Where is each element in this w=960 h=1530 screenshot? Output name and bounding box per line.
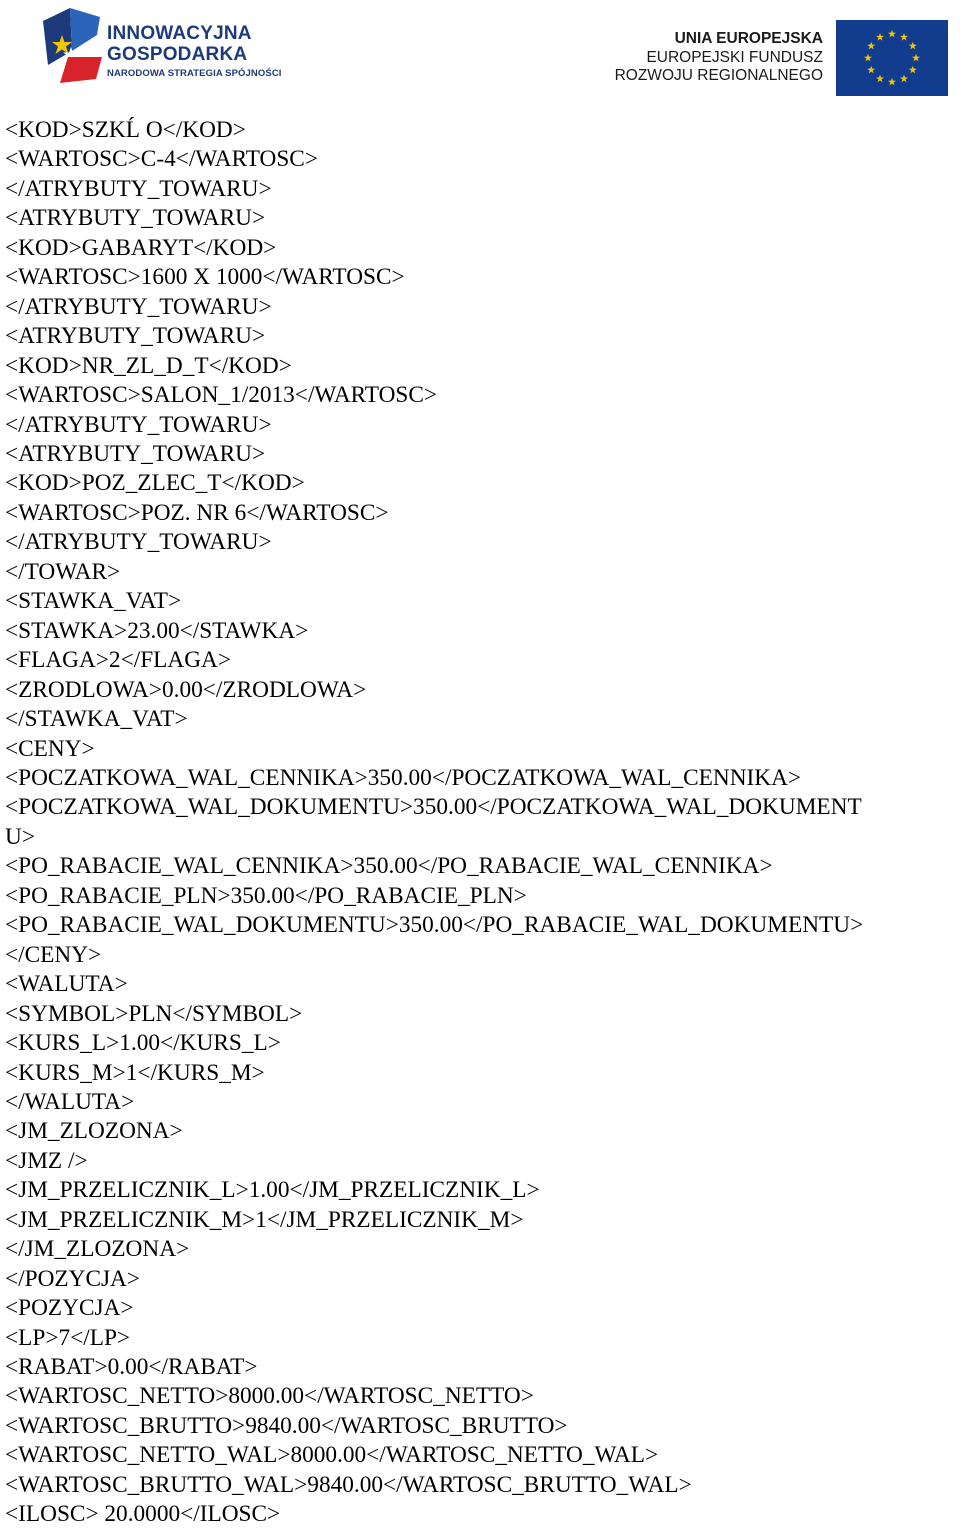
- logo-line-3: NARODOWA STRATEGIA SPÓJNOŚCI: [107, 68, 282, 79]
- xml-line: <STAWKA_VAT>: [5, 588, 182, 615]
- xml-line: <JM_ZLOZONA>: [5, 1118, 183, 1145]
- xml-line: <JMZ />: [5, 1147, 88, 1174]
- xml-line: <PO_RABACIE_WAL_CENNIKA>350.00</PO_RABACIE_WAL_CENNIKA>: [5, 853, 773, 880]
- xml-line: <JM_PRZELICZNIK_L>1.00</JM_PRZELICZNIK_L>: [5, 1177, 540, 1204]
- xml-line: <POCZATKOWA_WAL_DOKUMENTU>350.00</POCZATKOWA_WAL_DOKUMENT: [5, 794, 862, 821]
- xml-line: </JM_ZLOZONA>: [5, 1236, 190, 1263]
- xml-line: <JM_PRZELICZNIK_M>1</JM_PRZELICZNIK_M>: [5, 1206, 524, 1233]
- xml-line: <KURS_M>1</KURS_M>: [5, 1059, 265, 1086]
- xml-line: <WARTOSC_NETTO>8000.00</WARTOSC_NETTO>: [5, 1383, 534, 1410]
- xml-line: <WARTOSC_BRUTTO_WAL>9840.00</WARTOSC_BRUTTO_WAL>: [5, 1471, 692, 1498]
- eu-line-3: ROZWOJU REGIONALNEGO: [614, 67, 823, 84]
- xml-line: <KOD>SZKĹ O</KOD>: [5, 117, 246, 143]
- xml-line: <ATRYBUTY_TOWARU>: [5, 205, 266, 232]
- xml-line: <WARTOSC_NETTO_WAL>8000.00</WARTOSC_NETTO_WAL>: [5, 1442, 659, 1469]
- xml-line: <WARTOSC>POZ. NR 6</WARTOSC>: [5, 499, 389, 526]
- innowacyjna-gospodarka-logo: [40, 5, 300, 85]
- xml-line: <KURS_L>1.00</KURS_L>: [5, 1030, 281, 1057]
- xml-line: <KOD>NR_ZL_D_T</KOD>: [5, 352, 292, 379]
- xml-line: <WALUTA>: [5, 971, 128, 998]
- xml-line: <LP>7</LP>: [5, 1324, 131, 1351]
- eu-line-1: UNIA EUROPEJSKA: [674, 30, 823, 47]
- xml-line: <POCZATKOWA_WAL_CENNIKA>350.00</POCZATKOWA_WAL_CENNIKA>: [5, 764, 802, 791]
- xml-line: <WARTOSC>C-4</WARTOSC>: [5, 146, 318, 173]
- xml-line: </POZYCJA>: [5, 1265, 141, 1292]
- ig-emblem-icon: [40, 5, 106, 85]
- xml-line: </ATRYBUTY_TOWARU>: [5, 293, 272, 320]
- xml-line: <POZYCJA>: [5, 1295, 134, 1322]
- logo-line-2: GOSPODARKA: [107, 44, 248, 65]
- xml-line: <KOD>GABARYT</KOD>: [5, 234, 277, 261]
- page-header: [0, 0, 960, 110]
- eu-flag-icon: [836, 20, 948, 96]
- xml-line: <STAWKA>23.00</STAWKA>: [5, 617, 309, 644]
- xml-line: </TOWAR>: [5, 558, 121, 585]
- xml-line: <FLAGA>2</FLAGA>: [5, 647, 231, 674]
- xml-line: </ATRYBUTY_TOWARU>: [5, 175, 272, 202]
- eu-line-2: EUROPEJSKI FUNDUSZ: [646, 49, 823, 66]
- xml-line: <ILOSC> 20.0000</ILOSC>: [5, 1501, 281, 1528]
- logo-line-1: INNOWACYJNA: [107, 23, 252, 44]
- eu-fund-logo: [614, 20, 948, 96]
- xml-line: <CENY>: [5, 735, 95, 762]
- xml-line: </ATRYBUTY_TOWARU>: [5, 529, 272, 556]
- xml-document-body: [5, 116, 960, 1530]
- xml-line: </WALUTA>: [5, 1088, 135, 1115]
- xml-line: <WARTOSC_BRUTTO>9840.00</WARTOSC_BRUTTO>: [5, 1412, 568, 1439]
- xml-line: <WARTOSC>1600 X 1000</WARTOSC>: [5, 264, 405, 291]
- xml-line: <ZRODLOWA>0.00</ZRODLOWA>: [5, 676, 367, 703]
- xml-line: <PO_RABACIE_WAL_DOKUMENTU>350.00</PO_RABACIE_WAL_DOKUMENTU>: [5, 912, 864, 939]
- xml-line: <ATRYBUTY_TOWARU>: [5, 323, 266, 350]
- xml-line: <SYMBOL>PLN</SYMBOL>: [5, 1000, 303, 1027]
- xml-line: <ATRYBUTY_TOWARU>: [5, 440, 266, 467]
- xml-line: U>: [5, 823, 35, 850]
- xml-line: <PO_RABACIE_PLN>350.00</PO_RABACIE_PLN>: [5, 882, 527, 909]
- xml-line: <RABAT>0.00</RABAT>: [5, 1354, 258, 1381]
- xml-line: </STAWKA_VAT>: [5, 706, 188, 733]
- xml-line: </CENY>: [5, 941, 102, 968]
- xml-line: <KOD>POZ_ZLEC_T</KOD>: [5, 470, 305, 497]
- xml-line: <WARTOSC>SALON_1/2013</WARTOSC>: [5, 382, 438, 409]
- xml-line: </ATRYBUTY_TOWARU>: [5, 411, 272, 438]
